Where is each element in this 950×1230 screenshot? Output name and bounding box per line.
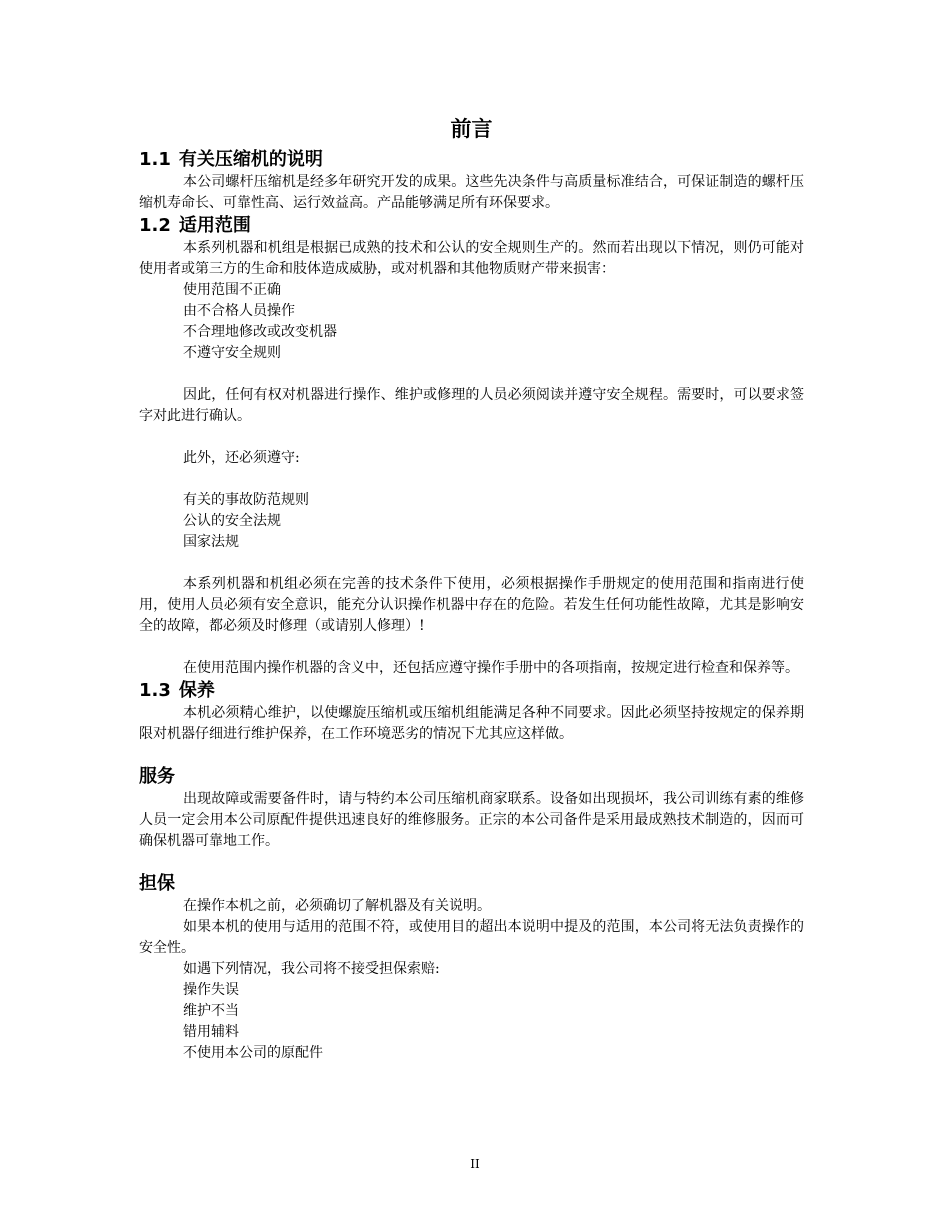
list-item: 维护不当 (183, 1003, 239, 1019)
paragraph: 此外，还必须遵守: (183, 450, 300, 466)
section-number: 1.3 (139, 680, 171, 701)
list-item: 公认的安全法规 (183, 513, 281, 529)
paragraph: 本机必须精心维护，以使螺旋压缩机或压缩机组能满足各种不同要求。因此必须坚持按规定的保养期限对机器仔细进行维护保养，在工作环境恶劣的情况下尤其应这样做。 (139, 705, 804, 742)
regulations-list (139, 490, 804, 553)
section-heading-1-3 (139, 679, 804, 703)
list-item: 操作失误 (183, 982, 239, 998)
paragraph: 在使用范围内操作机器的含义中，还包括应遵守操作手册中的各项指南，按规定进行检查和保养等。 (183, 660, 799, 676)
section-heading-warranty: 担保 (139, 873, 175, 894)
paragraph: 因此，任何有权对机器进行操作、维护或修理的人员必须阅读并遵守安全规程。需要时，可以要求签字对此进行确认。 (139, 387, 804, 424)
list-item: 国家法规 (183, 534, 239, 550)
paragraph: 如果本机的使用与适用的范围不符，或使用目的超出本说明中提及的范围，本公司将无法负责操作的安全性。 (139, 919, 804, 956)
list-item: 不遵守安全规则 (183, 345, 281, 361)
list-item: 错用辅料 (183, 1024, 239, 1040)
paragraph: 本公司螺杆压缩机是经多年研究开发的成果。这些先决条件与高质量标准结合，可保证制造的螺杆压缩机寿命长、可靠性高、运行效益高。产品能够满足所有环保要求。 (139, 174, 804, 211)
page-number: II (470, 1157, 480, 1171)
paragraph: 如遇下列情况，我公司将不接受担保索赔: (183, 961, 440, 977)
section-heading-1-2 (139, 214, 804, 238)
list-item: 使用范围不正确 (183, 282, 281, 298)
warranty-exclusions-list (139, 980, 804, 1064)
section-number: 1.1 (139, 149, 171, 170)
section-heading-service: 服务 (139, 766, 175, 787)
section-heading-1-1 (139, 148, 804, 172)
section-title: 保养 (178, 680, 215, 701)
misuse-list (139, 280, 804, 364)
list-item: 有关的事故防范规则 (183, 492, 309, 508)
paragraph: 出现故障或需要备件时，请与特约本公司压缩机商家联系。设备如出现损坏，我公司训练有素的维修人员一定会用本公司原配件提供迅速良好的维修服务。正宗的本公司备件是采用最成熟技术制造的，因而可确保机器可靠地工作。 (139, 791, 804, 849)
section-title: 有关压缩机的说明 (178, 149, 323, 170)
paragraph: 在操作本机之前，必须确切了解机器及有关说明。 (183, 898, 491, 914)
list-item: 不使用本公司的原配件 (183, 1045, 323, 1061)
paragraph: 本系列机器和机组必须在完善的技术条件下使用，必须根据操作手册规定的使用范围和指南进行使用，使用人员必须有安全意识，能充分认识操作机器中存在的危险。若发生任何功能性故障，尤其是影响安全的故障，都必须及时修理（或请别人修理）! (139, 576, 804, 634)
document-title: 前言 (450, 117, 493, 141)
section-number: 1.2 (139, 215, 171, 236)
document-page (139, 112, 804, 1064)
section-title: 适用范围 (178, 215, 251, 236)
list-item: 由不合格人员操作 (183, 303, 295, 319)
paragraph: 本系列机器和机组是根据已成熟的技术和公认的安全规则生产的。然而若出现以下情况，则仍可能对使用者或第三方的生命和肢体造成威胁，或对机器和其他物质财产带来损害： (139, 240, 804, 277)
list-item: 不合理地修改或改变机器 (183, 324, 337, 340)
